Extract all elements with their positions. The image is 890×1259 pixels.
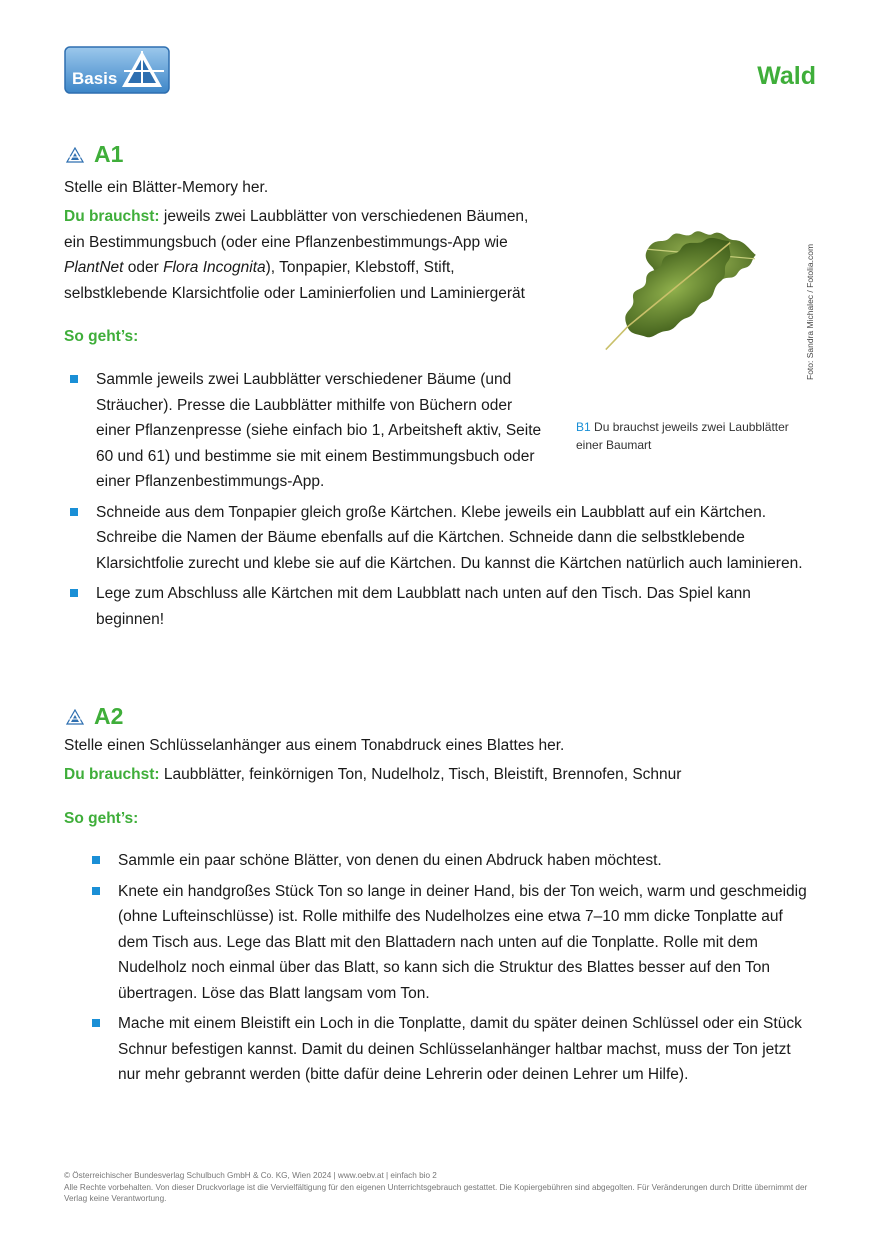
needs-text: Laubblätter, feinkörnigen Ton, Nudelholz, Tisch, Bleistift, Brennofen, Schnur [159,766,682,783]
task-a1-steps [64,367,814,637]
list-item [64,581,814,632]
task-a1-needs [64,204,574,306]
needs-label: Du brauchst: [64,208,160,225]
needs-text-4: selbstklebende Klarsichtfolie oder Laminierfolien und Laminiergerät [64,284,525,302]
app-name-plantnet: PlantNet [64,259,124,276]
needs-text-2: ein Bestimmungsbuch (oder eine Pflanzenbestimmungs-App wie [64,233,508,251]
caption-text: Du brauchst jeweils zwei Laubblätter einer Baumart [576,420,789,452]
basis-logo [64,46,170,94]
step-text: Sammle ein paar schöne Blätter, von denen du einen Abdruck haben möchtest. [118,852,662,869]
figure-caption [576,418,806,454]
task-a1-heading [66,141,123,168]
bullet-square-icon [92,1019,100,1027]
task-a1-intro: Stelle ein Blätter-Memory her. [64,179,269,196]
bullet-square-icon [92,887,100,895]
bullet-square-icon [70,589,78,597]
task-a1-howto-label: So geht’s: [64,328,139,345]
task-a2-heading [66,703,123,730]
bullet-square-icon [92,856,100,864]
step-text: Lege zum Abschluss alle Kärtchen mit dem Laubblatt nach unten auf den Tisch. Das Spiel kann beginnen! [96,585,751,628]
step-text: Schneide aus dem Tonpapier gleich große Kärtchen. Klebe jeweils ein Laubblatt auf ein Kärtchen. Schreibe die Namen der Bäume ebenfalls auf die Kärtchen. Schneide dann die selbstklebende Klarsichtfolie zurecht und klebe sie auf die Kärtchen. Du kannst die Kärtchen natürlich auch laminieren. [96,503,803,572]
oak-leaves-image [572,206,772,388]
list-item [64,367,546,495]
task-a2-label: A2 [94,703,124,729]
task-a2-howto-label: So geht’s: [64,810,139,827]
list-item [86,1011,816,1088]
basis-triangle-icon [66,147,84,163]
footer [64,1170,824,1205]
needs-text-1: jeweils zwei Laubblätter von verschiedenen Bäumen, [159,208,529,225]
task-a2-intro: Stelle einen Schlüsselanhänger aus einem Tonabdruck eines Blattes her. [64,737,565,754]
footer-rights: Alle Rechte vorbehalten. Von dieser Druckvorlage ist die Vervielfältigung für den eigenen Unterrichtsgebrauch gestattet. Die Kopiergebühren sind abgegolten. Für Veränderungen durch Dritte übernimmt der Verlag keine Verantwortung. [64,1182,808,1203]
needs-text-or: oder [123,259,164,276]
basis-triangle-icon [66,709,84,725]
task-a2-needs [64,762,681,788]
needs-label: Du brauchst: [64,766,160,783]
app-name-flora-incognita: Flora Incognita [163,259,266,276]
task-a1-label: A1 [94,141,124,167]
page-title: Wald [757,62,816,90]
photo-credit: Foto: Sandra Michalec / Fotolia.com [805,243,815,380]
bullet-square-icon [70,375,78,383]
list-item [86,879,816,1007]
list-item [86,848,816,874]
list-item [64,500,814,577]
figure-label: B1 [576,420,591,434]
step-text: Mache mit einem Bleistift ein Loch in die Tonplatte, damit du später deinen Schlüssel oder ein Stück Schnur befestigen kannst. Damit du deinen Schlüsselanhänger haltbar machst, muss der Ton jetzt nur mehr gebrannt werden (bitte dafür deine Lehrerin oder deinen Lehrer um Hilfe). [118,1015,802,1083]
step-text: Sammle jeweils zwei Laubblätter verschiedener Bäume (und Sträucher). Presse die Laubblätter mithilfe von Büchern oder einer Pflanzenpresse (siehe einfach bio 1, Arbeitsheft aktiv, Seite 60 und 61) und bestimme sie mit einem Bestimmungsbuch oder einer Pflanzenbestimmungs-App. [96,371,542,490]
needs-text-3: ), Tonpapier, Klebstoff, Stift, [265,259,455,276]
bullet-square-icon [70,508,78,516]
logo-text: Basis [72,69,118,88]
step-text: Knete ein handgroßes Stück Ton so lange in deiner Hand, bis der Ton weich, warm und geschmeidig (ohne Lufteinschlüsse) ist. Rolle mithilfe des Nudelholzes eine etwa 7–10 mm dicke Tonplatte auf dem Tisch aus. Lege das Blatt mit den Blattadern nach unten auf die Tonplatte. Rolle mit dem Nudelholz noch einmal über das Blatt, so kann sich die Struktur des Blattes besser auf den Ton übertragen. Löse das Blatt langsam vom Ton. [118,882,807,1002]
task-a2-steps [86,848,816,1093]
footer-copyright: © Österreichischer Bundesverlag Schulbuch GmbH & Co. KG, Wien 2024 | www.oebv.at | einfach bio 2 [64,1171,437,1180]
